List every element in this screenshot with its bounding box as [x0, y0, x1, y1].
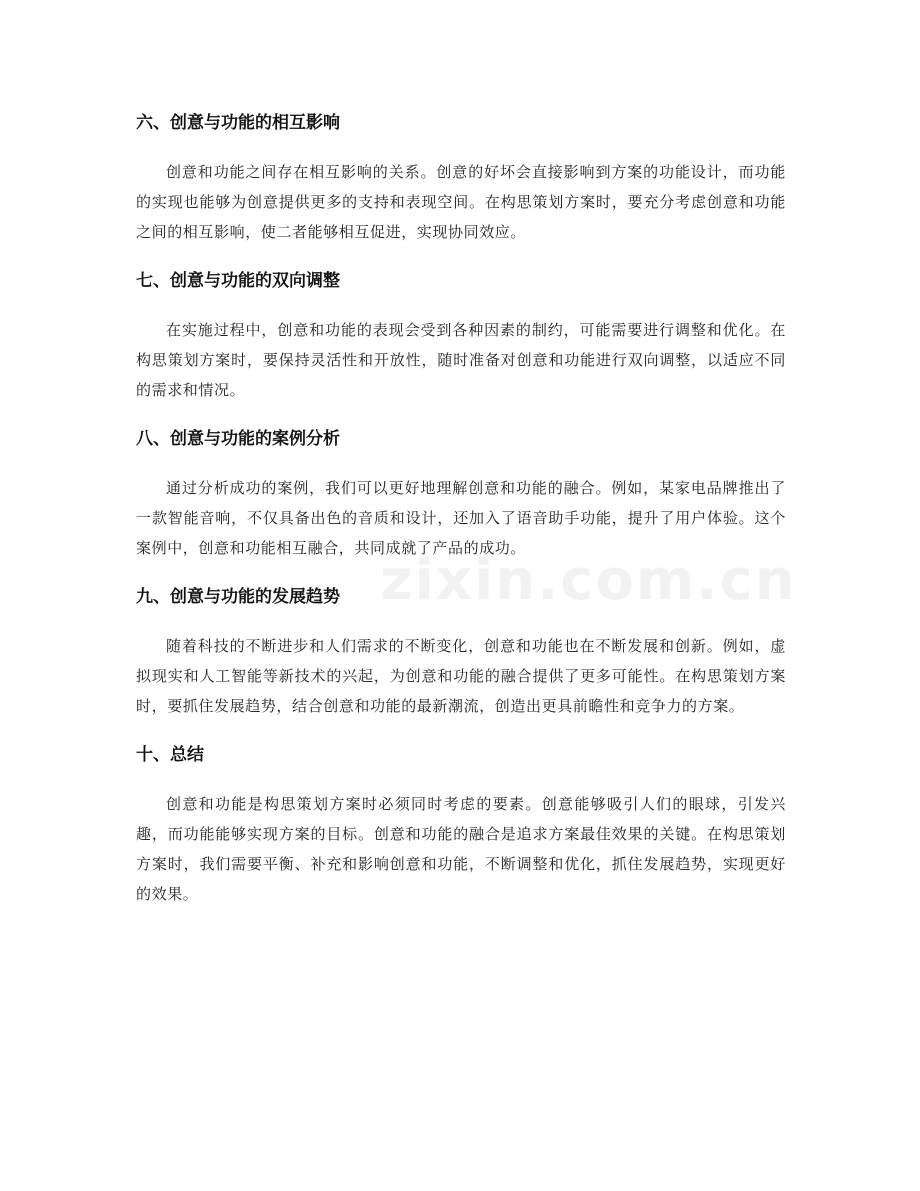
section-paragraph: 创意和功能是构思策划方案时必须同时考虑的要素。创意能够吸引人们的眼球，引发兴趣，而功能能够实现方案的目标。创意和功能的融合是追求方案最佳效果的关键。在构思策划方案时，我们需要平衡、补充和影响创意和功能，不断调整和优化，抓住发展趋势，实现更好的效果。 [136, 795, 786, 903]
section-heading: 八、创意与功能的案例分析 [136, 429, 340, 449]
section-heading: 七、创意与功能的双向调整 [136, 271, 340, 291]
section-heading: 九、创意与功能的发展趋势 [136, 587, 340, 607]
watermark: zixin.com.cn [380, 548, 797, 613]
section-7 [136, 266, 786, 405]
document-body [136, 108, 786, 909]
section-6 [136, 108, 786, 247]
section-10 [136, 740, 786, 909]
section-paragraph: 通过分析成功的案例，我们可以更好地理解创意和功能的融合。例如，某家电品牌推出了一款智能音响，不仅具备出色的音质和设计，还加入了语音助手功能，提升了用户体验。这个案例中，创意和功能相互融合，共同成就了产品的成功。 [136, 479, 786, 557]
section-9 [136, 582, 786, 721]
section-heading: 十、总结 [136, 745, 204, 765]
section-paragraph: 创意和功能之间存在相互影响的关系。创意的好坏会直接影响到方案的功能设计，而功能的实现也能够为创意提供更多的支持和表现空间。在构思策划方案时，要充分考虑创意和功能之间的相互影响，使二者能够相互促进，实现协同效应。 [136, 163, 786, 241]
section-paragraph: 随着科技的不断进步和人们需求的不断变化，创意和功能也在不断发展和创新。例如，虚拟现实和人工智能等新技术的兴起，为创意和功能的融合提供了更多可能性。在构思策划方案时，要抓住发展趋势，结合创意和功能的最新潮流，创造出更具前瞻性和竞争力的方案。 [136, 637, 786, 715]
section-8 [136, 424, 786, 563]
section-paragraph: 在实施过程中，创意和功能的表现会受到各种因素的制约，可能需要进行调整和优化。在构思策划方案时，要保持灵活性和开放性，随时准备对创意和功能进行双向调整，以适应不同的需求和情况。 [136, 321, 786, 399]
section-heading: 六、创意与功能的相互影响 [136, 113, 340, 133]
